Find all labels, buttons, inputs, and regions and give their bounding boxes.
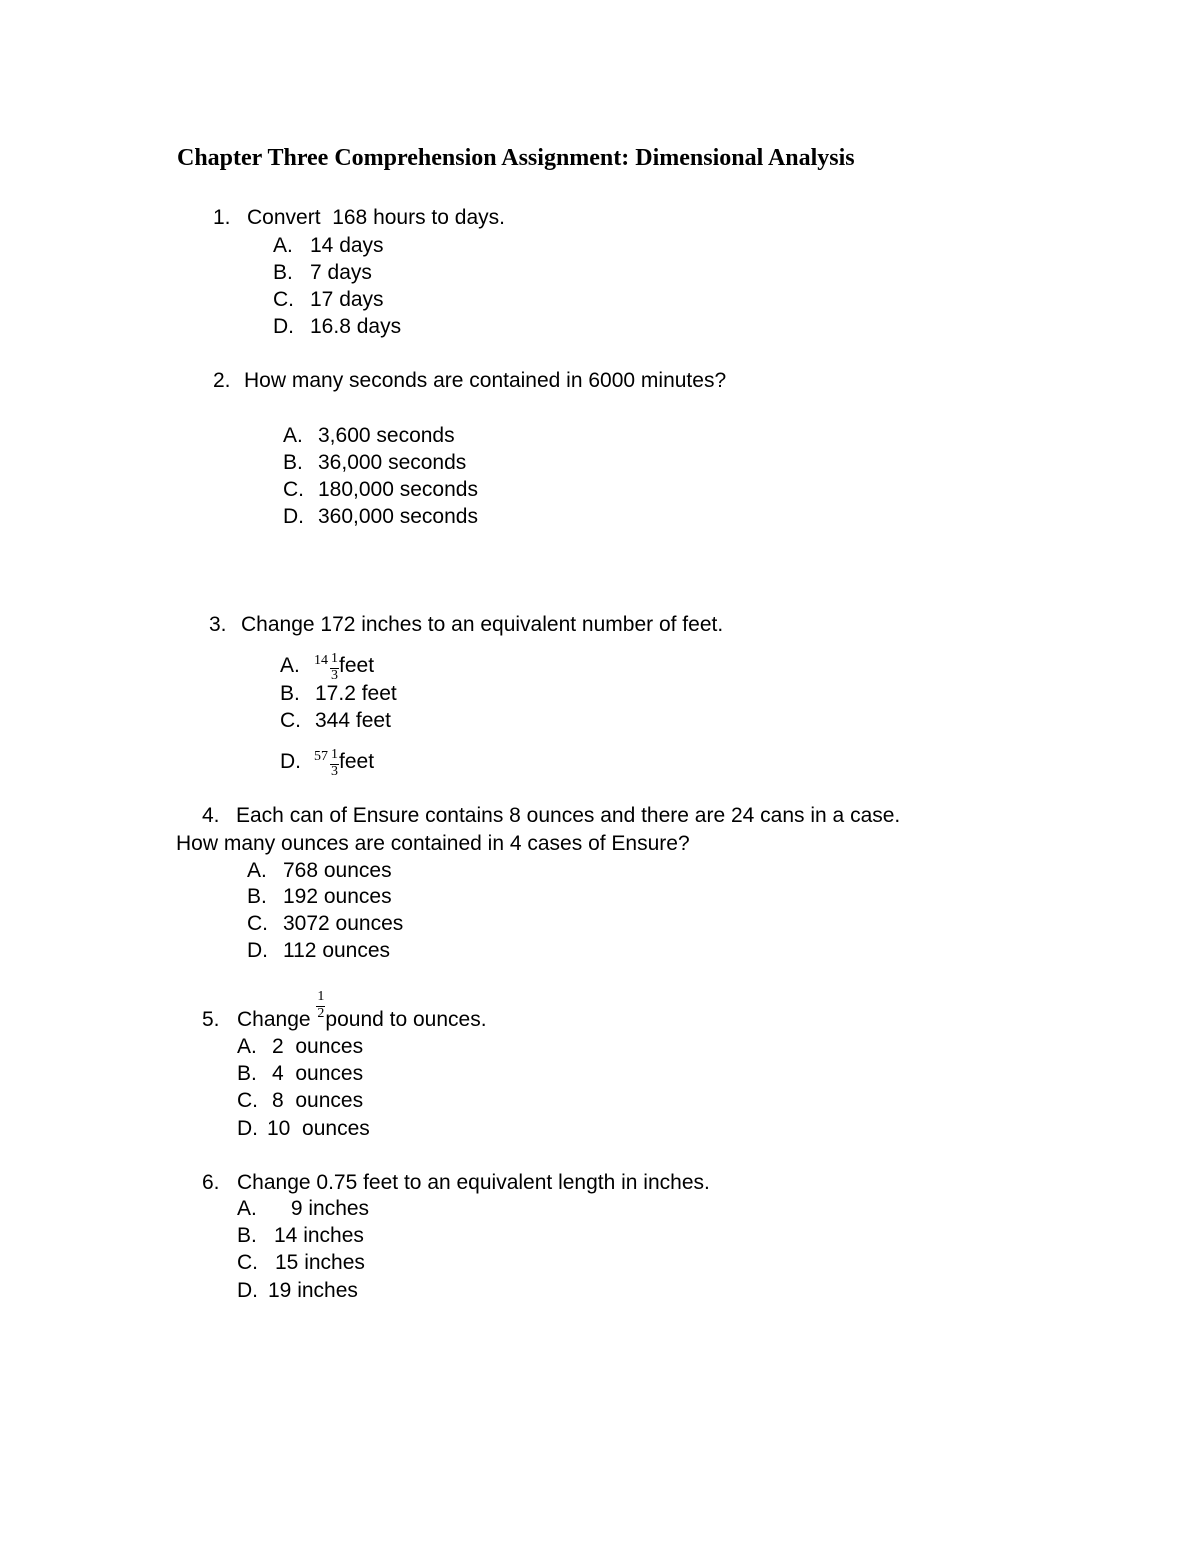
option-label: D. bbox=[247, 939, 268, 962]
question-4-stem bbox=[202, 803, 900, 829]
fraction-whole: 14 bbox=[314, 653, 328, 668]
question-text: Change 0.75 feet to an equivalent length in inches. bbox=[237, 1171, 710, 1194]
mixed-fraction bbox=[314, 747, 339, 784]
option-text: 3072 ounces bbox=[283, 912, 404, 935]
option-d bbox=[283, 504, 478, 530]
option-c bbox=[237, 1088, 363, 1114]
option-b bbox=[247, 884, 392, 910]
option-label: C. bbox=[273, 288, 294, 311]
option-a bbox=[237, 1196, 369, 1222]
option-text: 17 days bbox=[310, 288, 384, 311]
question-number: 4. bbox=[202, 804, 220, 827]
option-label: A. bbox=[273, 234, 293, 257]
option-text: 4 ounces bbox=[272, 1062, 364, 1085]
option-a bbox=[237, 1034, 363, 1060]
question-text-after: pound to ounces. bbox=[325, 1008, 487, 1031]
question-6-stem bbox=[202, 1170, 710, 1196]
option-label: D. bbox=[273, 315, 294, 338]
option-text: 112 ounces bbox=[283, 939, 391, 962]
question-text: Change 172 inches to an equivalent number of feet. bbox=[241, 613, 724, 636]
option-label: D. bbox=[283, 505, 304, 528]
option-b bbox=[237, 1223, 364, 1249]
option-text: 360,000 seconds bbox=[318, 505, 478, 528]
question-number: 3. bbox=[209, 613, 227, 636]
option-c bbox=[247, 911, 403, 937]
option-c bbox=[283, 477, 478, 503]
option-a bbox=[247, 858, 392, 884]
option-label: D. bbox=[237, 1117, 258, 1140]
question-1-stem bbox=[213, 205, 505, 231]
option-d bbox=[237, 1278, 358, 1304]
option-text: feet bbox=[339, 750, 375, 773]
question-text-before: Change bbox=[237, 1008, 317, 1031]
option-text: 192 ounces bbox=[283, 885, 392, 908]
option-label: B. bbox=[283, 451, 303, 474]
option-c bbox=[273, 287, 384, 313]
page-title: Chapter Three Comprehension Assignment: Dimensional Analysis bbox=[177, 145, 855, 171]
option-label: A. bbox=[280, 654, 300, 677]
question-text: Each can of Ensure contains 8 ounces and there are 24 cans in a case. bbox=[236, 804, 901, 827]
option-text: 14 days bbox=[310, 234, 384, 257]
option-text: 2 ounces bbox=[272, 1035, 364, 1058]
question-number: 6. bbox=[202, 1171, 220, 1194]
option-text: 768 ounces bbox=[283, 859, 392, 882]
question-number: 2. bbox=[213, 369, 231, 392]
fraction-numerator: 1 bbox=[317, 989, 325, 1004]
option-label: B. bbox=[280, 682, 300, 705]
option-a bbox=[273, 233, 384, 259]
option-label: C. bbox=[247, 912, 268, 935]
option-b bbox=[283, 450, 466, 476]
question-4-stem-continued: How many ounces are contained in 4 cases of Ensure? bbox=[176, 832, 690, 855]
question-2-stem bbox=[213, 368, 726, 394]
option-label: A. bbox=[237, 1035, 257, 1058]
option-d bbox=[247, 938, 390, 964]
option-text: 344 feet bbox=[315, 709, 391, 732]
question-number: 5. bbox=[202, 1008, 220, 1031]
option-label: B. bbox=[273, 261, 293, 284]
fraction-numerator: 1 bbox=[331, 747, 338, 762]
option-label: D. bbox=[280, 750, 301, 773]
fraction-whole: 57 bbox=[314, 749, 328, 764]
option-label: C. bbox=[283, 478, 304, 501]
option-label: B. bbox=[247, 885, 267, 908]
option-d bbox=[280, 749, 374, 784]
option-label: D. bbox=[237, 1279, 258, 1302]
option-label: C. bbox=[237, 1089, 258, 1112]
option-d bbox=[273, 314, 401, 340]
option-text: 16.8 days bbox=[310, 315, 402, 338]
option-text: 180,000 seconds bbox=[318, 478, 478, 501]
option-text: 3,600 seconds bbox=[318, 424, 455, 447]
option-label: A. bbox=[283, 424, 303, 447]
option-text: 36,000 seconds bbox=[318, 451, 467, 474]
question-3-stem bbox=[209, 612, 723, 638]
option-label: B. bbox=[237, 1224, 257, 1247]
question-text: Convert 168 hours to days. bbox=[247, 206, 505, 229]
option-text: 9 inches bbox=[285, 1197, 370, 1220]
option-c bbox=[237, 1250, 365, 1276]
option-d bbox=[237, 1116, 370, 1142]
option-text: 15 inches bbox=[275, 1251, 365, 1274]
option-text: 7 days bbox=[310, 261, 372, 284]
option-text: 14 inches bbox=[274, 1224, 364, 1247]
option-b bbox=[273, 260, 372, 286]
option-label: B. bbox=[237, 1062, 257, 1085]
option-text: 17.2 feet bbox=[315, 682, 397, 705]
fraction-numerator: 1 bbox=[331, 651, 338, 666]
option-b bbox=[237, 1061, 363, 1087]
option-c bbox=[280, 708, 391, 734]
fraction-denominator: 3 bbox=[331, 764, 338, 779]
option-text: feet bbox=[339, 654, 375, 677]
question-number: 1. bbox=[213, 206, 231, 229]
option-label: C. bbox=[280, 709, 301, 732]
fraction-denominator: 2 bbox=[317, 1006, 325, 1021]
fraction-denominator: 3 bbox=[331, 668, 338, 683]
option-text: 10 ounces bbox=[267, 1117, 370, 1140]
option-label: C. bbox=[237, 1251, 258, 1274]
option-b bbox=[280, 681, 397, 707]
option-label: A. bbox=[237, 1197, 257, 1220]
option-text: 19 inches bbox=[268, 1279, 358, 1302]
option-label: A. bbox=[247, 859, 267, 882]
option-a bbox=[283, 423, 455, 449]
option-text: 8 ounces bbox=[272, 1089, 364, 1112]
question-text: How many seconds are contained in 6000 minutes? bbox=[244, 369, 727, 392]
